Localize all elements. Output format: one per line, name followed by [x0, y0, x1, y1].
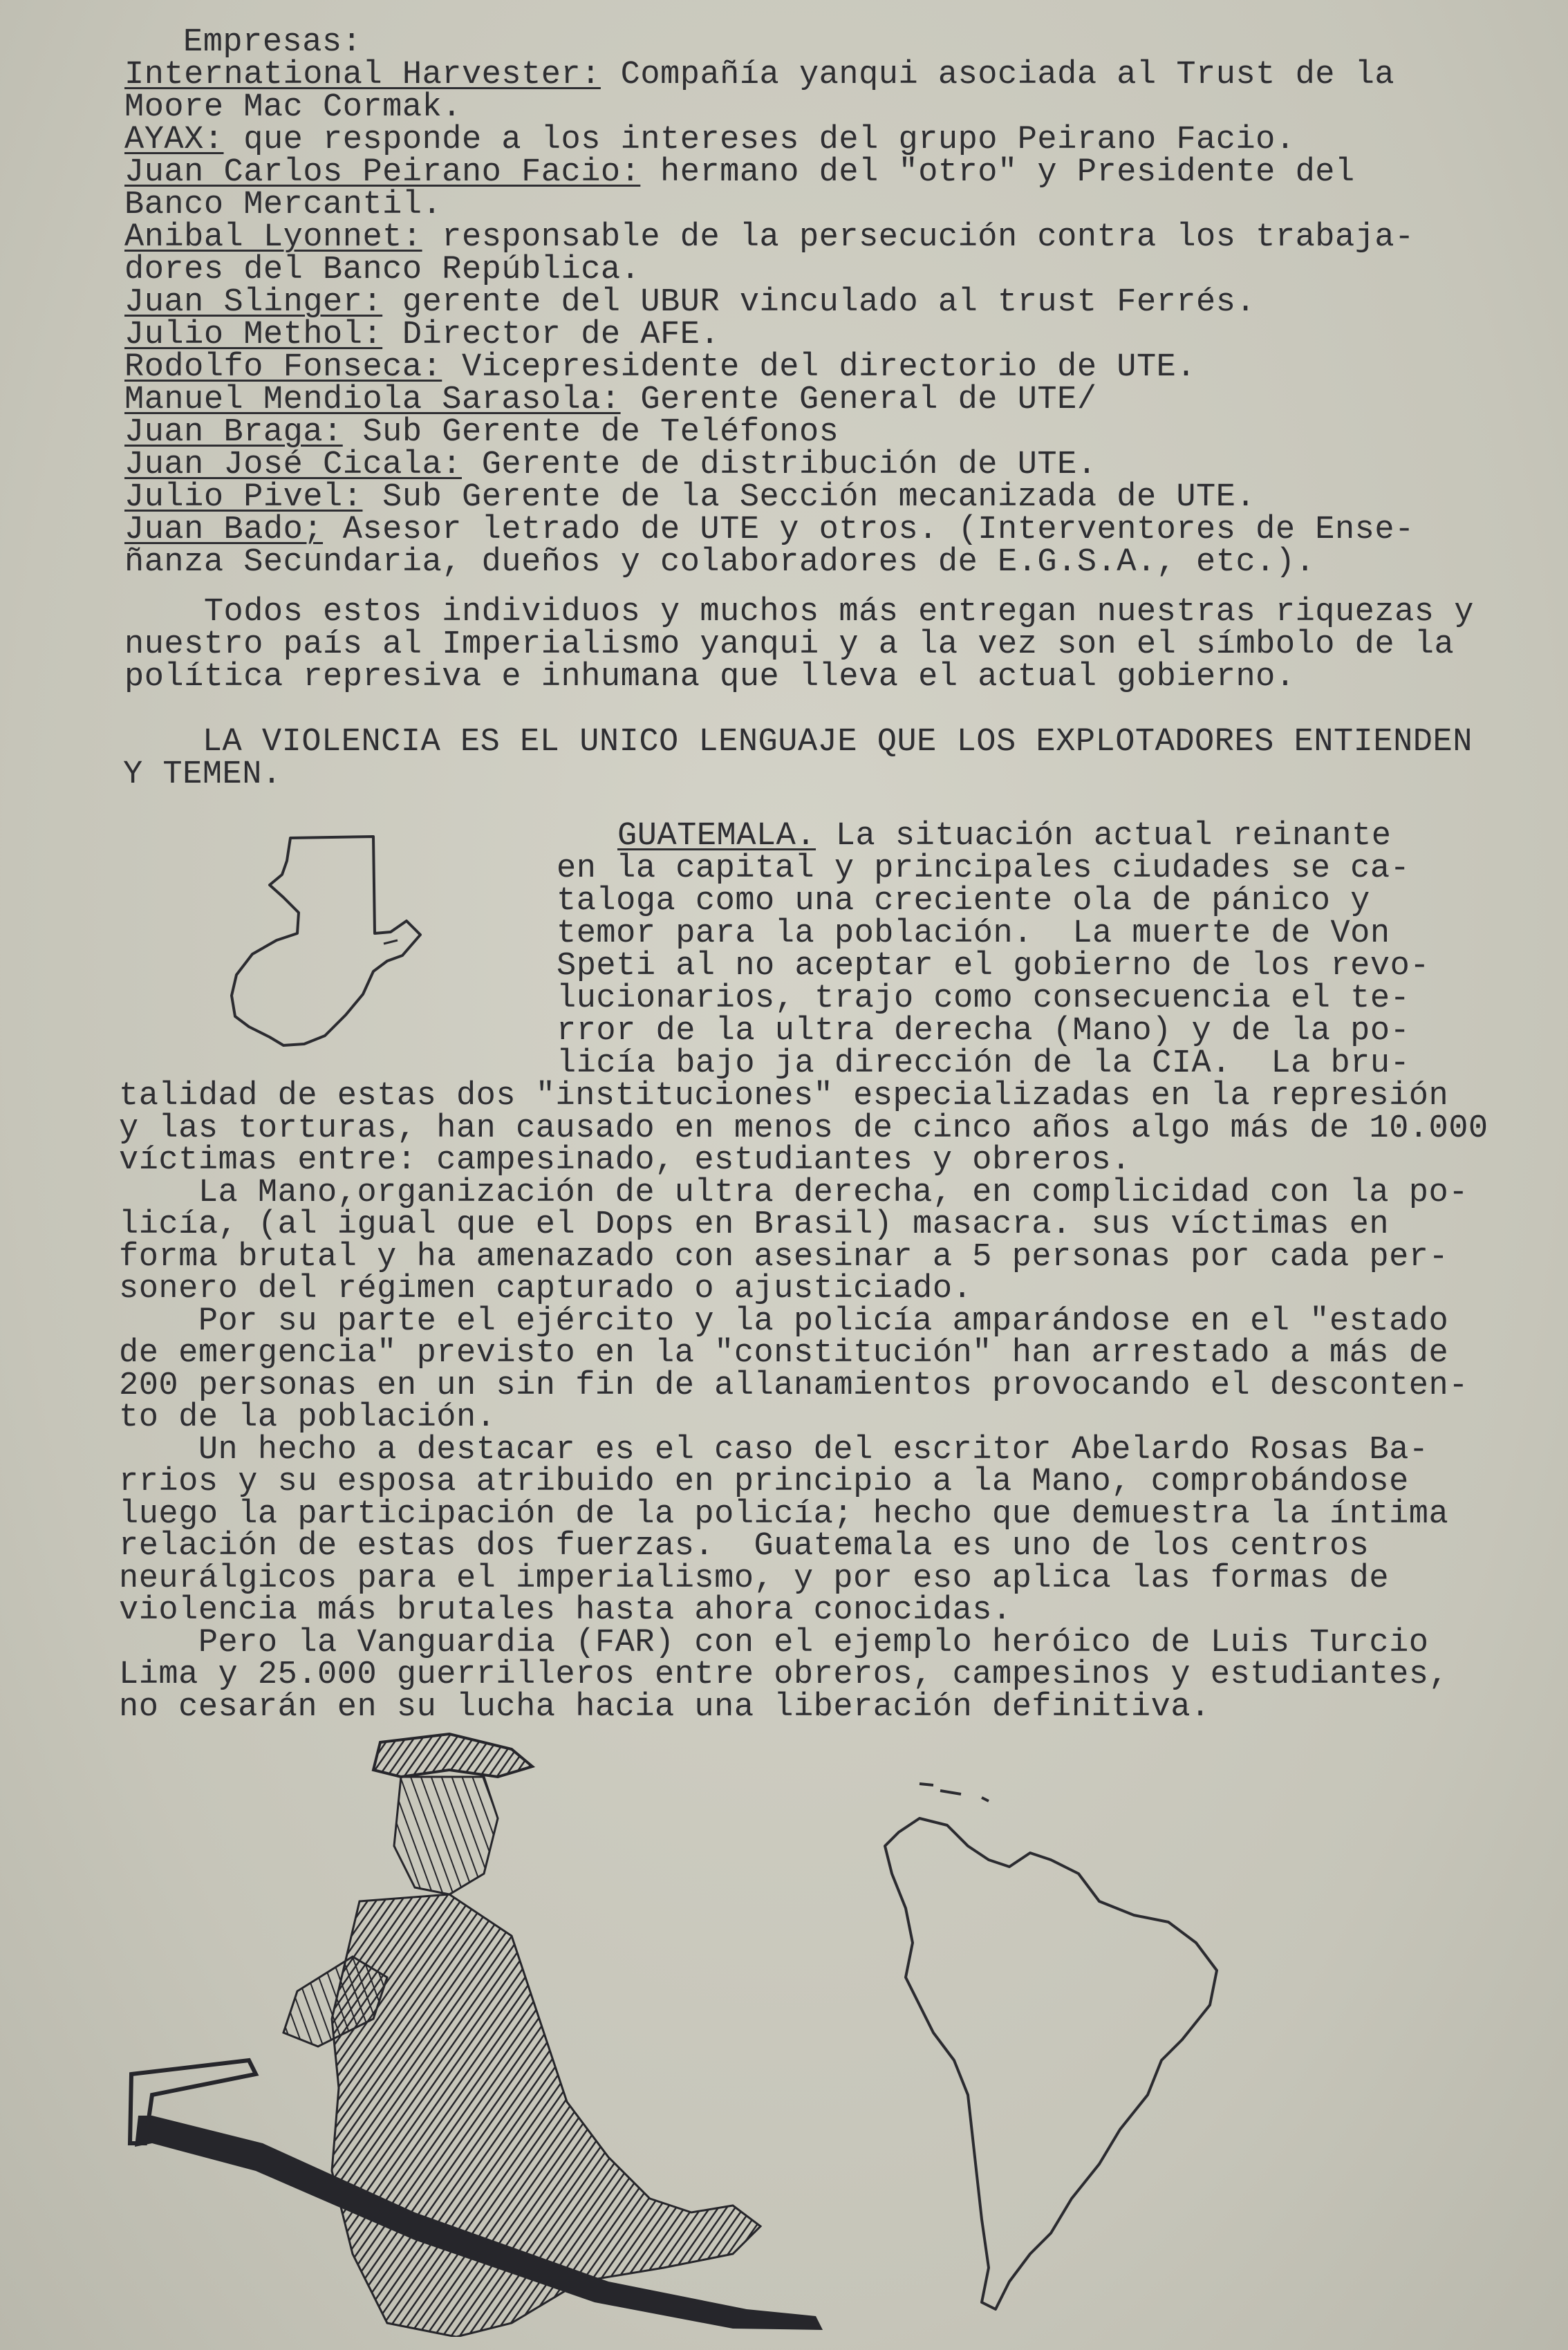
- guatemala-first-text: La situación actual reinante: [816, 818, 1392, 855]
- list-item-name: International Harvester:: [124, 57, 601, 93]
- guatemala-line: La Mano,organización de ultra derecha, en complicidad con la po-: [119, 1174, 1468, 1211]
- list-item: [124, 319, 720, 351]
- list-item: [124, 514, 1415, 546]
- list-item: [124, 189, 442, 221]
- list-item-name: Juan José Cicala:: [124, 447, 462, 483]
- list-item-desc: Director de AFE.: [382, 317, 720, 353]
- list-item-desc: que responde a los intereses del grupo Peirano Facio.: [223, 122, 1296, 158]
- list-item: [124, 254, 640, 286]
- guatemala-line: en la capital y principales ciudades se ca-: [557, 850, 1410, 887]
- slogan-line: LA VIOLENCIA ES EL UNICO LENGUAJE QUE LOS EXPLOTADORES ENTIENDEN: [123, 724, 1473, 761]
- list-item-desc: ñanza Secundaria, dueños y colaboradores de E.G.S.A., etc.).: [124, 544, 1316, 581]
- guatemala-line: de emergencia" previsto en la "constitución" han arrestado a más de: [119, 1335, 1449, 1372]
- list-item-desc: Gerente General de UTE/: [620, 382, 1097, 418]
- guatemala-line: 200 personas en un sin fin de allanamientos provocando el desconten-: [119, 1367, 1468, 1404]
- list-item-name: Julio Pivel:: [124, 479, 363, 516]
- list-item-name: Julio Methol:: [124, 317, 383, 353]
- list-item-desc: Vicepresidente del directorio de UTE.: [442, 349, 1197, 386]
- paragraph-line: nuestro país al Imperialismo yanqui y a la vez son el símbolo de la: [124, 626, 1455, 663]
- list-item-name: Juan Carlos Peirano Facio:: [124, 154, 641, 191]
- list-item-name: Rodolfo Fonseca:: [124, 349, 442, 386]
- guatemala-line: talidad de estas dos "instituciones" especializadas en la represión: [119, 1078, 1449, 1115]
- guatemala-line: y las torturas, han causado en menos de cinco años algo más de 10.000: [119, 1110, 1488, 1147]
- guatemala-line: violencia más brutales hasta ahora conocidas.: [119, 1592, 1012, 1629]
- list-item-name: Manuel Mendiola Sarasola:: [124, 382, 621, 418]
- guatemala-line: forma brutal y ha amenazado con asesinar a 5 personas por cada per-: [119, 1238, 1449, 1276]
- list-item-desc: responsable de la persecución contra los trabaja-: [422, 219, 1415, 256]
- list-item: [124, 221, 1415, 254]
- guatemala-line: lucionarios, trajo como consecuencia el te-: [557, 980, 1410, 1017]
- guatemala-line: víctimas entre: campesinado, estudiantes y obreros.: [119, 1142, 1131, 1179]
- list-item-desc: Sub Gerente de Teléfonos: [342, 414, 839, 451]
- list-item-desc: Sub Gerente de la Sección mecanizada de UTE.: [362, 479, 1256, 516]
- list-item: [124, 384, 1097, 416]
- list-item-desc: gerente del UBUR vinculado al trust Ferrés.: [382, 284, 1256, 321]
- list-item-name: Juan Slinger:: [124, 284, 383, 321]
- list-item-desc: Compañía yanqui asociada al Trust de la: [600, 57, 1395, 93]
- list-item-desc: Moore Mac Cormak.: [124, 89, 462, 126]
- slogan-line: Y TEMEN.: [123, 756, 282, 793]
- list-item: [124, 59, 1394, 91]
- list-item-desc: dores del Banco República.: [124, 252, 641, 288]
- list-item: [124, 156, 1355, 189]
- guatemala-line: licía, (al igual que el Dops en Brasil) masacra. sus víctimas en: [119, 1206, 1390, 1243]
- list-item: [124, 351, 1196, 384]
- guatemala-title: GUATEMALA.: [617, 818, 816, 855]
- list-item-name: Juan Bado;: [124, 512, 324, 548]
- guatemala-line: Por su parte el ejército y la policía amparándose en el "estado: [119, 1303, 1449, 1340]
- guatemala-line: Pero la Vanguardia (FAR) con el ejemplo heróico de Luis Turcio: [119, 1624, 1429, 1661]
- guatemala-line: no cesarán en su lucha hacia una liberación definitiva.: [119, 1688, 1211, 1726]
- south-america-map-icon: [871, 1770, 1244, 2323]
- empresas-heading: Empresas:: [183, 24, 362, 61]
- list-item: [124, 481, 1256, 514]
- guatemala-line: rror de la ultra derecha (Mano) y de la po-: [557, 1013, 1410, 1050]
- guatemala-line: Speti al no aceptar el gobierno de los revo-: [557, 948, 1430, 985]
- list-item: [124, 416, 839, 449]
- guatemala-map-icon: [228, 830, 456, 1058]
- guatemala-first-line: [617, 818, 1392, 855]
- paragraph-line: política represiva e inhumana que lleva el actual gobierno.: [124, 659, 1296, 696]
- guatemala-line: luego la participación de la policía; hecho que demuestra la íntima: [119, 1495, 1449, 1533]
- guatemala-line: Lima y 25.000 guerrilleros entre obreros, campesinos y estudiantes,: [119, 1657, 1449, 1693]
- list-item-name: Juan Braga:: [124, 414, 343, 451]
- guatemala-line: to de la población.: [119, 1399, 496, 1436]
- list-item-desc: Banco Mercantil.: [124, 187, 442, 223]
- guerrilla-figure-illustration: [124, 1728, 850, 2337]
- guatemala-line: Un hecho a destacar es el caso del escritor Abelardo Rosas Ba-: [119, 1431, 1429, 1468]
- list-item-desc: Gerente de distribución de UTE.: [461, 447, 1097, 483]
- list-item: [124, 91, 462, 124]
- list-item-name: AYAX:: [124, 122, 224, 158]
- list-item: [124, 286, 1256, 319]
- guatemala-line: licía bajo ja dirección de la CIA. La bru-: [557, 1045, 1410, 1082]
- guatemala-line: neurálgicos para el imperialismo, y por eso aplica las formas de: [119, 1560, 1390, 1597]
- list-item-name: Anibal Lyonnet:: [124, 219, 422, 256]
- list-item-desc: hermano del "otro" y Presidente del: [640, 154, 1355, 191]
- guatemala-line: relación de estas dos fuerzas. Guatemala es uno de los centros: [119, 1528, 1370, 1565]
- guatemala-line: rrios y su esposa atribuido en principio a la Mano, comprobándose: [119, 1464, 1409, 1500]
- list-item: [124, 124, 1296, 156]
- list-item: [124, 546, 1315, 579]
- guatemala-line: taloga como una creciente ola de pánico y: [557, 883, 1370, 920]
- list-item-desc: Asesor letrado de UTE y otros. (Interventores de Ense-: [323, 512, 1415, 548]
- guatemala-line: temor para la población. La muerte de Von: [557, 915, 1390, 952]
- guatemala-line: sonero del régimen capturado o ajusticiado.: [119, 1271, 973, 1307]
- paragraph-line: Todos estos individuos y muchos más entregan nuestras riquezas y: [124, 594, 1474, 631]
- list-item: [124, 449, 1097, 481]
